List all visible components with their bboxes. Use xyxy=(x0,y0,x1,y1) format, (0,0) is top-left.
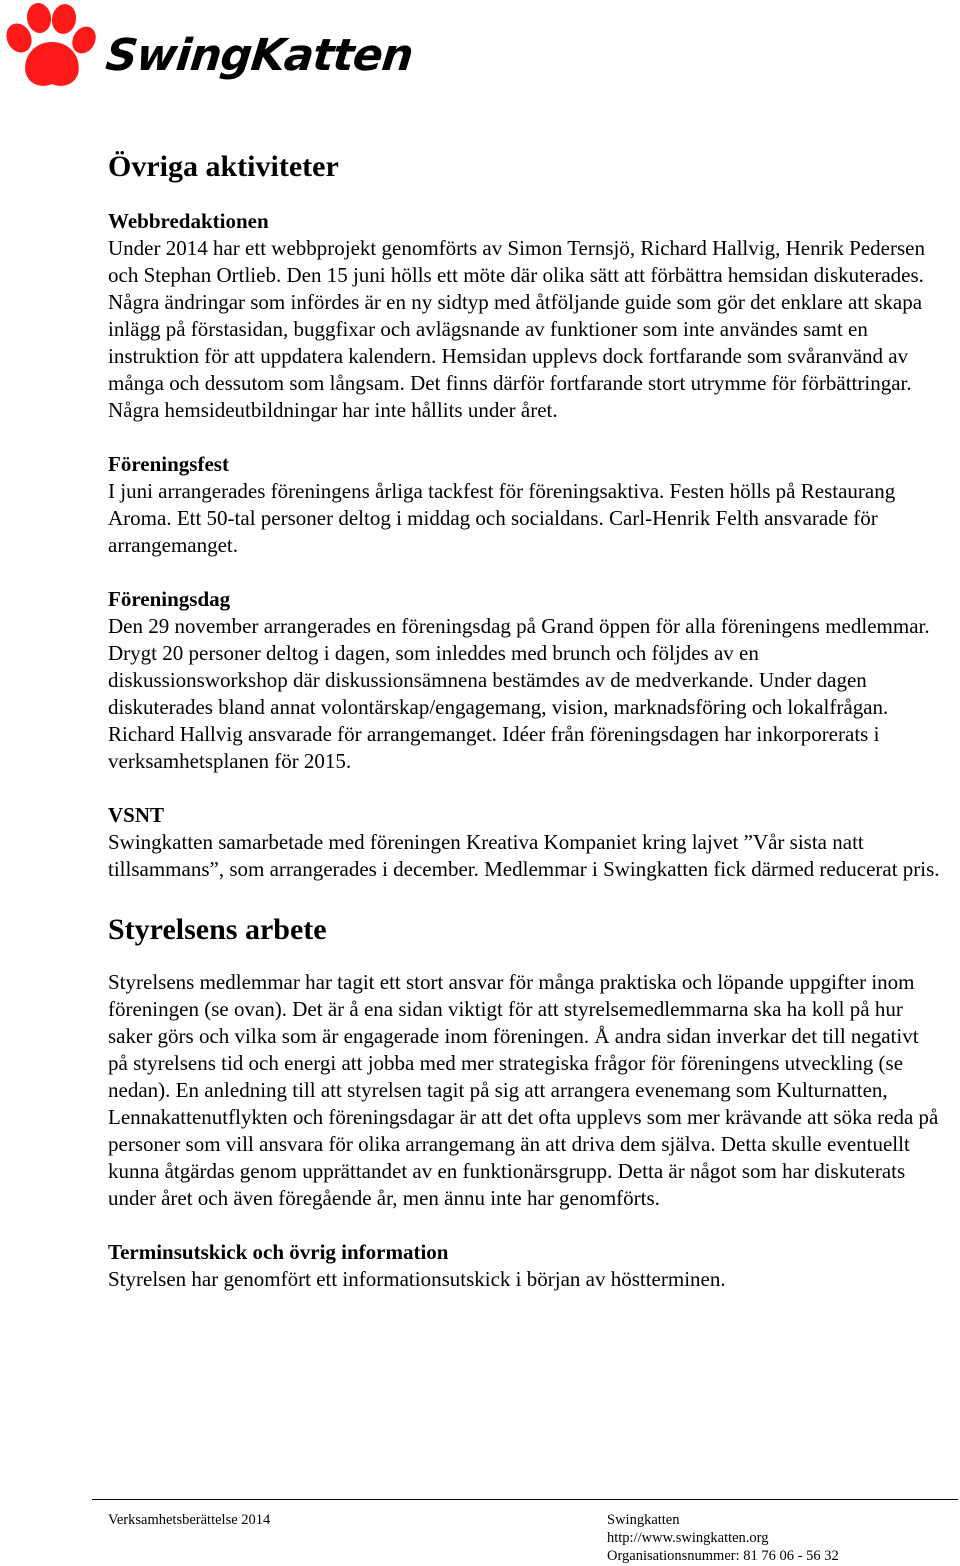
paragraph-webbredaktionen: Under 2014 har ett webbprojekt genomförts av Simon Ternsjö, Richard Hallvig, Henrik Pedersen och Stephan Ortlieb. Den 15 juni hölls ett möte där olika sätt att förbättra hemsidan diskuterades. Några ändringar som infördes är en ny sidtyp med åtföljande guide som gör det enklare att skapa inlägg på förstasidan, buggfixar och avlägsnande av funktioner som inte användes samt en instruktion för att uppdatera kalendern. Hemsidan upplevs dock fortfarande som svåranvänd av många och dessutom som långsam. Det finns därför fortfarande stort utrymme för förbättringar. Några hemsideutbildningar har inte hållits under året. xyxy=(108,236,925,422)
footer-org-number: Organisationsnummer: 81 76 06 - 56 32 xyxy=(607,1548,839,1564)
footer-divider xyxy=(92,1499,958,1500)
section-title-ovriga: Övriga aktiviteter xyxy=(108,150,339,183)
footer-left xyxy=(108,1511,270,1529)
section-styrelsens-arbete xyxy=(108,969,943,1212)
section-foreningsdag xyxy=(108,586,943,775)
paragraph-terminsutskick: Styrelsen har genomfört ett informationsutskick i början av höstterminen. xyxy=(108,1267,726,1291)
brand-logo-text: SwingKatten xyxy=(103,30,415,81)
paragraph-vsnt: Swingkatten samarbetade med föreningen Kreativa Kompaniet kring lajvet ”Vår sista natt tillsammans”, som arrangerades i december. Medlemmar i Swingkatten fick därmed reducerat pris. xyxy=(108,830,940,881)
footer-url-link[interactable]: http://www.swingkatten.org xyxy=(607,1530,769,1546)
subheading-foreningsfest: Föreningsfest xyxy=(108,452,229,476)
section-vsnt xyxy=(108,802,943,883)
footer-report-title: Verksamhetsberättelse 2014 xyxy=(108,1512,271,1528)
paragraph-styrelsens-arbete: Styrelsens medlemmar har tagit ett stort ansvar för många praktiska och löpande uppgifter inom föreningen (se ovan). Det är å ena sidan viktigt för att styrelsemedlemmarna ska ha koll på hur saker görs och vilka som är engagerade inom föreningen. Å andra sidan inverkar det till negativt på styrelsens tid och energi att jobba med mer strategiska frågor för föreningens utveckling (se nedan). En anledning till att styrelsen tagit på sig att arrangera evenemang som Kulturnatten, Lennakattenutflykten och föreningsdagar är att det ofta upplevs som mer krävande att söka reda på personer som vill ansvara för olika arrangemang än att driva dem själva. Detta skulle eventuellt kunna åtgärdas genom upprättandet av en funktionärsgrupp. Detta är något som har diskuterats under året och även föregående år, men ännu inte har genomförts. xyxy=(108,970,939,1210)
document-body xyxy=(108,140,943,1320)
section-webbredaktionen xyxy=(108,208,943,424)
footer-right xyxy=(607,1511,839,1565)
footer-org-name: Swingkatten xyxy=(607,1512,680,1528)
subheading-terminsutskick: Terminsutskick och övrig information xyxy=(108,1240,449,1264)
subheading-foreningsdag: Föreningsdag xyxy=(108,587,231,611)
section-foreningsfest xyxy=(108,451,943,559)
paragraph-foreningsfest: I juni arrangerades föreningens årliga tackfest för föreningsaktiva. Festen hölls på Restaurang Aroma. Ett 50-tal personer deltog i middag och socialdans. Carl-Henrik Felth ansvarade för arrangemanget. xyxy=(108,479,896,557)
subheading-vsnt: VSNT xyxy=(108,803,165,827)
header-logo xyxy=(0,0,415,90)
paw-icon xyxy=(2,2,98,90)
section-terminsutskick xyxy=(108,1239,943,1293)
subheading-webbredaktionen: Webbredaktionen xyxy=(108,209,269,233)
section-title-styrelse: Styrelsens arbete xyxy=(108,913,327,946)
paragraph-foreningsdag: Den 29 november arrangerades en föreningsdag på Grand öppen för alla föreningens medlemmar. Drygt 20 personer deltog i dagen, som inleddes med brunch och följdes av en diskussionsworkshop där diskussionsämnena bestämdes av de medverkande. Under dagen diskuterades bland annat volontärskap/engagemang, vision, marknadsföring och lokalfrågan. Richard Hallvig ansvarade för arrangemanget. Idéer från föreningsdagen har inkorporerats i verksamhetsplanen för 2015. xyxy=(108,614,930,773)
